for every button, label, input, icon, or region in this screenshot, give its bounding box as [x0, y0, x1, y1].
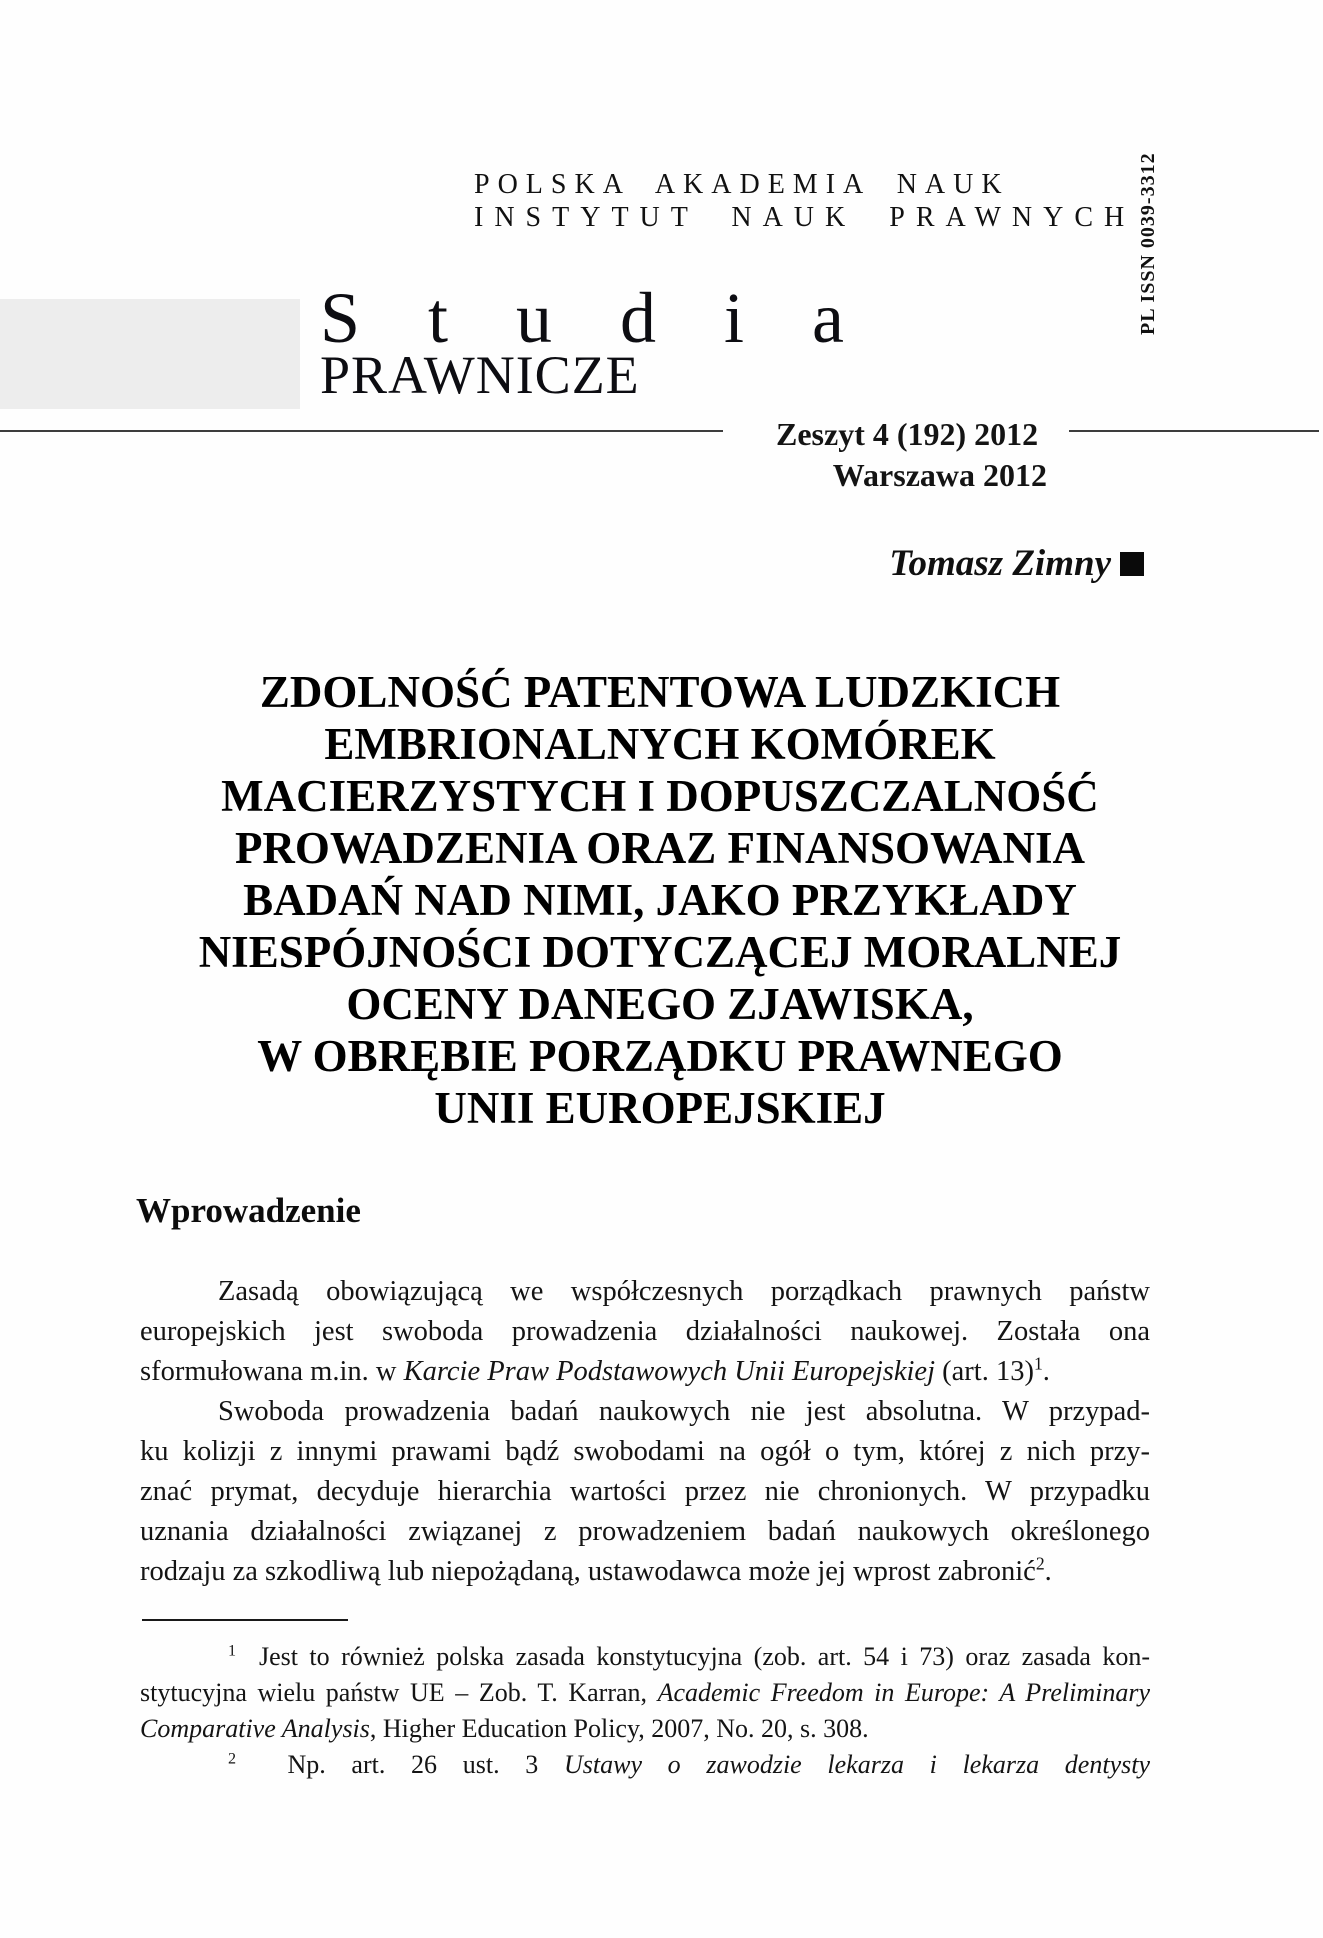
- journal-logotype: [320, 278, 870, 405]
- title-line: ZDOLNOŚĆ PATENTOWA LUDZKICH: [259, 667, 1061, 717]
- masthead-gray-block: [0, 299, 300, 409]
- text-line: $^2$ Np. art. 26 ust. 3 Ustawy o zawodzie lekarza i lekarza dentysty: [228, 1750, 1150, 1779]
- text-line: ku kolizji z innymi prawami bądź swobodami na ogół o tym, której z nich przy-: [140, 1436, 1150, 1467]
- text-line: uznania działalności związanej z prowadzeniem badań naukowych określonego: [140, 1516, 1150, 1547]
- footnote-separator-rule: [142, 1619, 348, 1621]
- masthead-rule-right: [1069, 430, 1319, 432]
- text-line: rodzaju za szkodliwą lub niepożądaną, ustawodawca może jej wprost zabronić$^2$.: [140, 1553, 1052, 1587]
- title-line: BADAŃ NAD NIMI, JAKO PRZYKŁADY: [243, 875, 1077, 925]
- section-heading: Wprowadzenie: [136, 1191, 361, 1230]
- title-line: MACIERZYSTYCH I DOPUSZCZALNOŚĆ: [221, 771, 1099, 821]
- journal-name-line-1: S t u d i a: [320, 278, 870, 358]
- title-line: EMBRIONALNYCH KOMÓREK: [324, 719, 996, 769]
- article-body: [140, 1272, 1150, 1592]
- title-line: PROWADZENIA ORAZ FINANSOWANIA: [234, 823, 1086, 873]
- text-line: $^1$ Jest to również polska zasada konstytucyjna (zob. art. 54 i 73) oraz zasada kon-: [228, 1642, 1150, 1671]
- title-line: W OBRĘBIE PORZĄDKU PRAWNEGO: [257, 1031, 1063, 1081]
- title-line: NIESPÓJNOŚCI DOTYCZĄCEJ MORALNEJ: [198, 927, 1122, 977]
- institution-header: [474, 168, 1135, 234]
- title-line: OCENY DANEGO ZJAWISKA,: [346, 979, 974, 1029]
- text-line: Zasadą obowiązującą we współczesnych porządkach prawnych państw: [218, 1276, 1150, 1307]
- issue-label: Zeszyt 4 (192) 2012: [776, 416, 1039, 452]
- text-line: Swoboda prowadzenia badań naukowych nie jest absolutna. W przypad-: [218, 1396, 1150, 1427]
- institution-line-1: POLSKA AKADEMIA NAUK: [474, 169, 1010, 200]
- text-line: sformułowana m.in. w Karcie Praw Podstawowych Unii Europejskiej (art. 13)$^1$.: [140, 1353, 1050, 1387]
- text-line: europejskich jest swoboda prowadzenia działalności naukowej. Została ona: [140, 1316, 1150, 1347]
- masthead-rule-left: [0, 430, 723, 432]
- text-line: stytucyjna wielu państw UE – Zob. T. Karran, Academic Freedom in Europe: A Preliminary: [140, 1678, 1150, 1707]
- text-line: znać prymat, decyduje hierarchia wartości przez nie chronionych. W przypadku: [140, 1476, 1150, 1507]
- issn-vertical-label: PL ISSN 0039-3312: [1137, 152, 1159, 335]
- institution-line-2: INSTYTUT NAUK PRAWNYCH: [474, 202, 1136, 233]
- author-line: [889, 542, 1144, 585]
- article-title: [150, 666, 1170, 1134]
- text-line: Comparative Analysis, Higher Education Policy, 2007, No. 20, s. 308.: [140, 1714, 869, 1743]
- place-year-label: Warszawa 2012: [832, 457, 1047, 493]
- author-name: Tomasz Zimny: [889, 543, 1111, 584]
- square-marker-icon: [1120, 552, 1144, 576]
- journal-name-line-2: PRAWNICZE: [320, 345, 640, 405]
- footnotes: [140, 1639, 1150, 1783]
- title-line: UNII EUROPEJSKIEJ: [434, 1083, 886, 1133]
